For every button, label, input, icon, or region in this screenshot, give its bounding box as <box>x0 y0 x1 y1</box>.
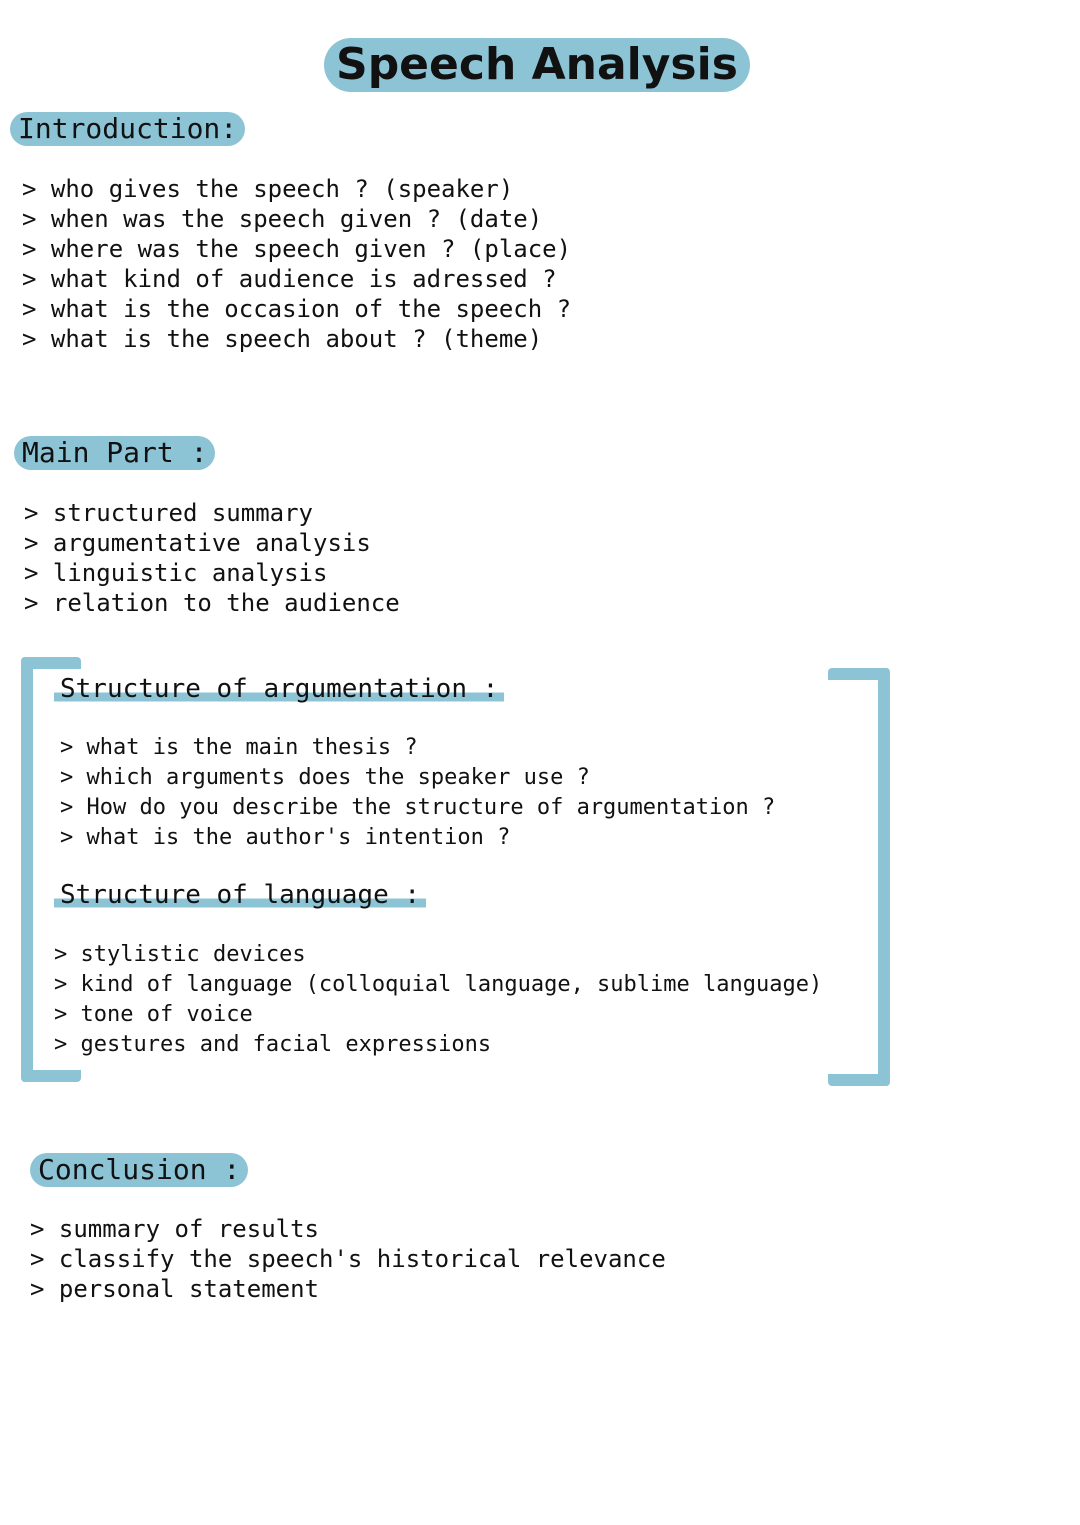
list-item: > stylistic devices <box>54 940 822 970</box>
list-item: > where was the speech given ? (place) <box>22 234 571 264</box>
list-item: > what is the main thesis ? <box>60 733 775 763</box>
argumentation-list <box>60 733 775 853</box>
list-item: > gestures and facial expressions <box>54 1030 822 1060</box>
list-item: > kind of language (colloquial language, sublime language) <box>54 970 822 1000</box>
list-item: > what is the author's intention ? <box>60 823 775 853</box>
language-heading: Structure of language : <box>54 880 426 910</box>
main-part-heading: Main Part : <box>14 436 215 470</box>
introduction-list <box>22 174 571 354</box>
list-item: > How do you describe the structure of argumentation ? <box>60 793 775 823</box>
list-item: > summary of results <box>30 1214 666 1244</box>
page-title: Speech Analysis <box>324 38 750 92</box>
list-item: > structured summary <box>24 498 400 528</box>
list-item: > tone of voice <box>54 1000 822 1030</box>
list-item: > argumentative analysis <box>24 528 400 558</box>
list-item: > what kind of audience is adressed ? <box>22 264 571 294</box>
list-item: > who gives the speech ? (speaker) <box>22 174 571 204</box>
main-part-list <box>24 498 400 618</box>
list-item: > classify the speech's historical relevance <box>30 1244 666 1274</box>
list-item: > when was the speech given ? (date) <box>22 204 571 234</box>
language-list <box>54 940 822 1060</box>
list-item: > what is the occasion of the speech ? <box>22 294 571 324</box>
list-item: > which arguments does the speaker use ? <box>60 763 775 793</box>
introduction-heading: Introduction: <box>10 112 245 146</box>
conclusion-list <box>30 1214 666 1304</box>
list-item: > what is the speech about ? (theme) <box>22 324 571 354</box>
list-item: > linguistic analysis <box>24 558 400 588</box>
list-item: > relation to the audience <box>24 588 400 618</box>
list-item: > personal statement <box>30 1274 666 1304</box>
conclusion-heading: Conclusion : <box>30 1153 248 1187</box>
argumentation-heading: Structure of argumentation : <box>54 674 504 704</box>
right-bracket <box>828 668 890 1086</box>
